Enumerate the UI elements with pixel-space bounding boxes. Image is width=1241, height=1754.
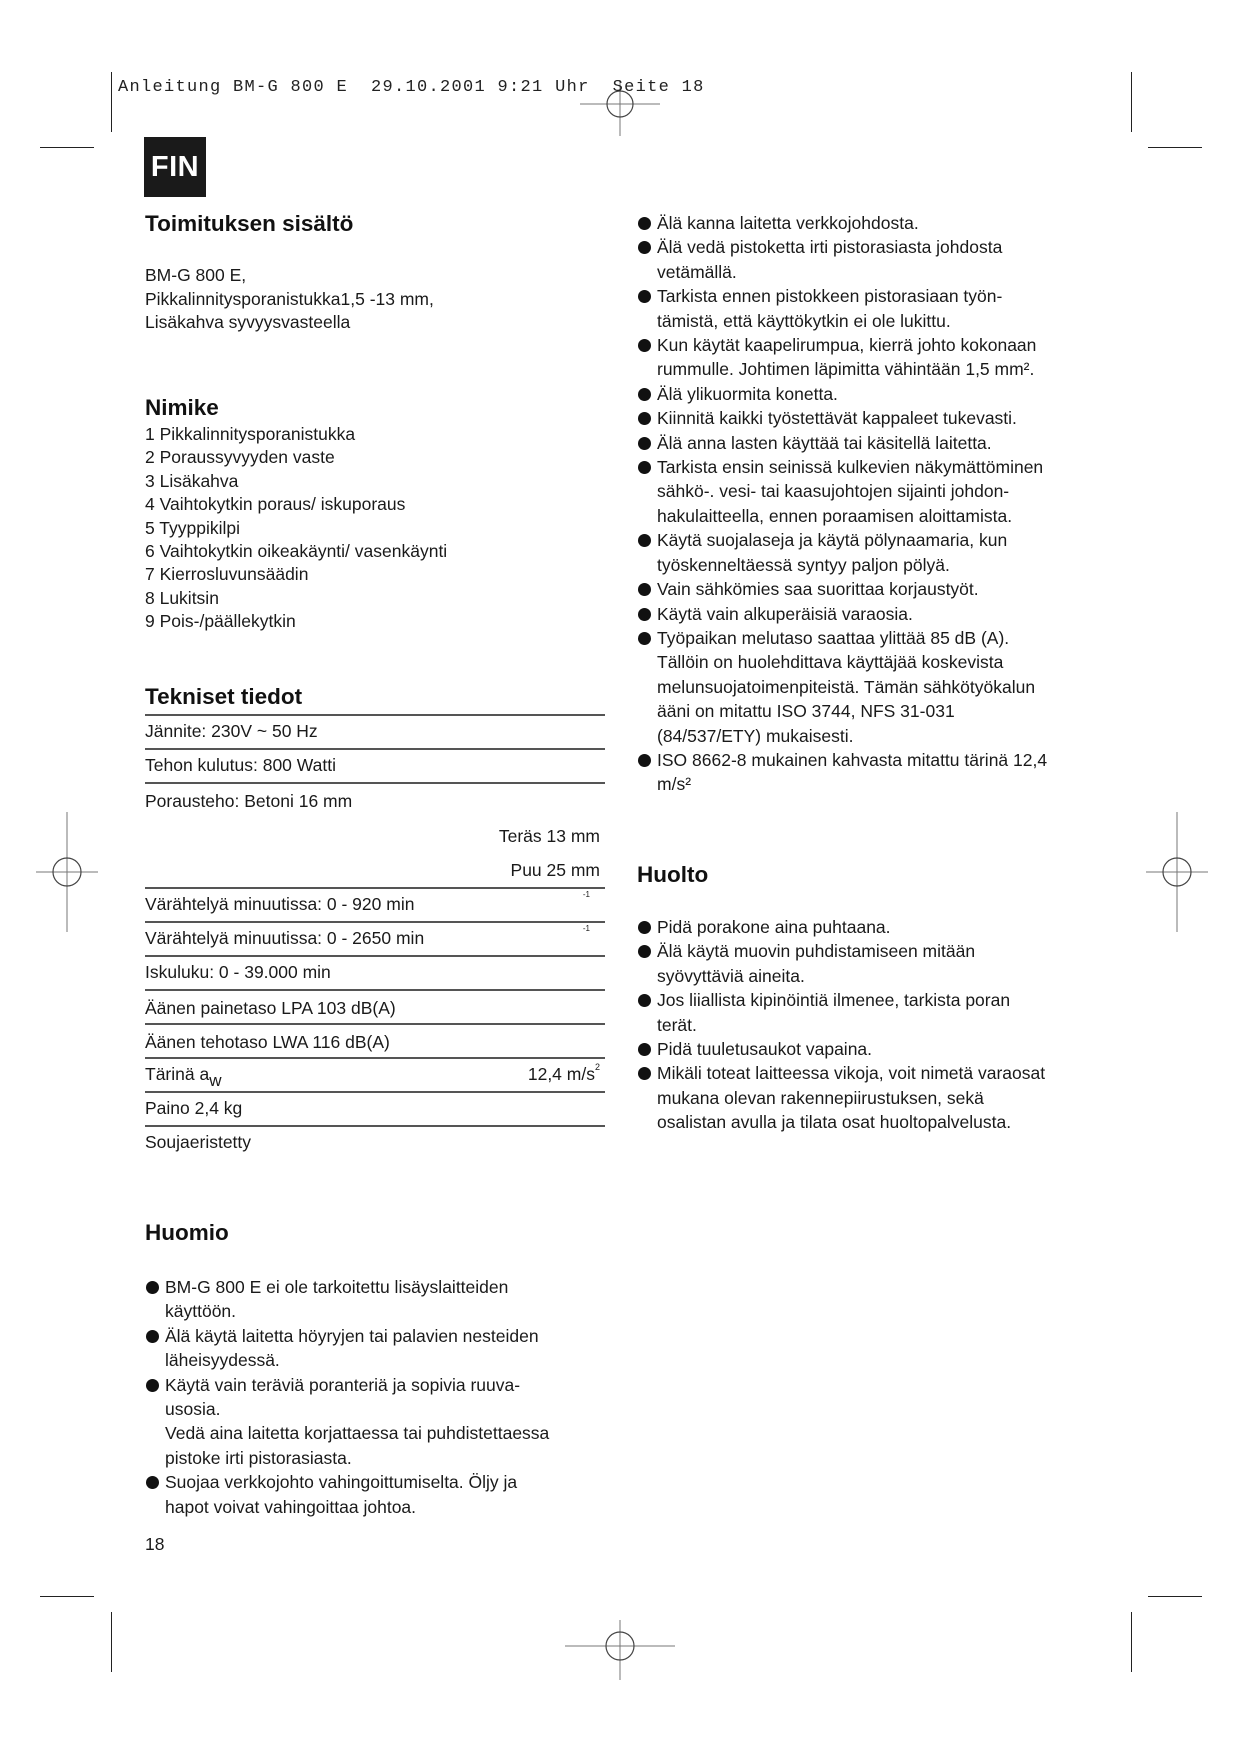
crop-mark — [1131, 72, 1132, 132]
list-item-line: sähkö-. vesi- tai kaasujohtojen sijainti johdon- — [657, 481, 1010, 502]
list-item-line: Suojaa verkkojohto vahingoittumiselta. Öljy ja — [165, 1472, 518, 1493]
registration-mark-bottom — [565, 1620, 675, 1680]
table-rule — [145, 955, 605, 957]
spec-insulation: Soujaeristetty — [145, 1132, 252, 1152]
list-item — [637, 915, 1137, 939]
contents-line: Pikkalinnitysporanistukka1,5 -13 mm, — [145, 288, 434, 309]
list-item-line: Pidä porakone aina puhtaana. — [657, 917, 891, 937]
list-item: 7 Kierrosluvunsäädin — [145, 564, 309, 585]
caution-list — [145, 1275, 615, 1519]
table-rule — [145, 1057, 605, 1059]
list-item — [637, 284, 1137, 333]
list-item-line: Jos liiallista kipinöintiä ilmenee, tarkista poran — [657, 990, 1011, 1011]
spec-vibration-2 — [145, 924, 600, 949]
list-item-line: Pidä tuuletusaukot vapaina. — [657, 1039, 873, 1060]
list-item-line: Älä anna lasten käyttää tai käsitellä laitetta. — [657, 432, 992, 453]
list-item — [145, 1275, 615, 1324]
spec-vibration-sub: w — [209, 1071, 222, 1090]
list-item — [637, 528, 1137, 577]
spec-vibration-sup: 2 — [594, 1062, 600, 1072]
contents-heading: Toimituksen sisältö — [145, 211, 354, 236]
spec-vibration-2-text: Värähtelyä minuutissa: 0 - 2650 min — [145, 928, 425, 948]
spec-lwa: Äänen tehotaso LWA 116 dB(A) — [145, 1032, 390, 1052]
list-item-line: käyttöön. — [165, 1301, 237, 1322]
specs-heading: Tekniset tiedot — [145, 684, 303, 709]
list-item-line: Työpaikan melutaso saattaa ylittää 85 dB (A). — [657, 627, 1010, 648]
list-item-line: hakulaitteella, ennen poraamisen aloittamista. — [657, 505, 1013, 526]
maintenance-list — [637, 915, 1137, 1135]
list-item — [145, 1324, 615, 1373]
caution-heading: Huomio — [145, 1220, 229, 1245]
list-item-line: Vain sähkömies saa suorittaa korjaustyöt. — [657, 579, 979, 600]
list-item-line: terät. — [657, 1014, 697, 1035]
table-rule — [145, 887, 605, 889]
list-item-line: läheisyydessä. — [165, 1350, 280, 1371]
list-item-line: vetämällä. — [657, 261, 737, 282]
list-item — [637, 431, 1137, 455]
list-item — [637, 211, 1137, 235]
spec-vibration-value: 12,4 m/s — [527, 1064, 595, 1084]
table-rule — [145, 1091, 605, 1093]
list-item-line: BM-G 800 E ei ole tarkoitettu lisäyslaitteiden — [165, 1277, 509, 1297]
spec-vibration-2-sup: -1 — [582, 924, 590, 933]
list-item: 5 Tyyppikilpi — [145, 517, 241, 538]
list-item: 8 Lukitsin — [145, 587, 219, 608]
list-item-line: Älä käytä muovin puhdistamiseen mitään — [657, 941, 976, 962]
list-item — [145, 1373, 615, 1471]
list-item-line: Tarkista ennen pistokkeen pistorasiaan työn- — [657, 286, 1003, 307]
spec-steel: Teräs 13 mm — [498, 826, 600, 846]
spec-impact: Iskuluku: 0 - 39.000 min — [145, 962, 331, 982]
spec-vibration-label: Tärinä a — [145, 1064, 210, 1084]
list-item: 6 Vaihtokytkin oikeakäynti/ vasenkäynti — [145, 541, 448, 562]
list-item — [637, 1037, 1137, 1061]
list-item: 9 Pois-/päällekytkin — [145, 611, 296, 632]
crop-mark — [40, 1596, 94, 1597]
crop-mark — [1131, 1612, 1132, 1672]
list-item — [637, 626, 1137, 748]
list-item-line: m/s² — [657, 774, 692, 795]
spec-voltage: Jännite: 230V ~ 50 Hz — [145, 721, 318, 741]
list-item-line: usosia. — [165, 1399, 221, 1420]
table-rule — [145, 1125, 605, 1127]
list-item-line: Älä kanna laitetta verkkojohdosta. — [657, 213, 919, 233]
spec-drill-capacity: Porausteho: Betoni 16 mm — [145, 791, 353, 811]
list-item — [637, 577, 1137, 601]
language-badge: FIN — [144, 137, 206, 197]
contents-list — [145, 264, 434, 335]
spec-vibration-1-text: Värähtelyä minuutissa: 0 - 920 min — [145, 894, 415, 914]
table-rule — [145, 989, 605, 991]
print-header: Anleitung BM-G 800 E 29.10.2001 9:21 Uhr Seite 18 — [118, 78, 705, 97]
crop-mark — [1148, 147, 1202, 148]
table-rule — [145, 748, 605, 750]
parts-list — [145, 423, 447, 634]
list-item: 1 Pikkalinnitysporanistukka — [145, 424, 356, 444]
list-item-line: ääni on mitattu ISO 3744, NFS 31-031 — [657, 701, 955, 722]
list-item-line: Älä käytä laitetta höyryjen tai palavien nesteiden — [165, 1325, 539, 1346]
list-item — [637, 235, 1137, 284]
list-item-line: mukana olevan rakennepiirustuksen, sekä — [657, 1087, 984, 1108]
list-item-line: Älä vedä pistoketta irti pistorasiasta johdosta — [657, 237, 1003, 258]
list-item-line: Mikäli toteat laitteessa vikoja, voit nimetä varaosat — [657, 1063, 1046, 1084]
list-item — [637, 988, 1137, 1037]
list-item — [637, 333, 1137, 382]
list-item-line: Käytä suojalaseja ja käytä pölynaamaria, kun — [657, 530, 1008, 551]
list-item-line: rummulle. Johtimen läpimitta vähintään 1,5 mm². — [657, 359, 1035, 380]
list-item — [637, 748, 1137, 797]
table-rule — [145, 921, 605, 923]
list-item-line: (84/537/ETY) mukaisesti. — [657, 725, 854, 746]
spec-wood: Puu 25 mm — [510, 860, 600, 880]
registration-mark-left — [36, 812, 98, 932]
spec-vibration-1-sup: -1 — [582, 890, 590, 899]
list-item-line: Älä ylikuormita konetta. — [657, 383, 838, 404]
spec-vibration-1 — [145, 890, 600, 915]
contents-line: Lisäkahva syvyysvasteella — [145, 312, 351, 332]
list-item — [637, 1061, 1137, 1134]
spec-power: Tehon kulutus: 800 Watti — [145, 755, 336, 775]
spec-vibration-value-wrap — [528, 1064, 600, 1085]
list-item-line: Käytä vain alkuperäisiä varaosia. — [657, 603, 913, 624]
spec-weight: Paino 2,4 kg — [145, 1098, 243, 1118]
crop-mark — [111, 1612, 112, 1672]
list-item-line: tämistä, että käyttökytkin ei ole lukittu. — [657, 310, 951, 331]
table-rule — [145, 1023, 605, 1025]
crop-mark — [1148, 1596, 1202, 1597]
list-item — [637, 939, 1137, 988]
list-item-line: syövyttäviä aineita. — [657, 965, 805, 986]
list-item-line: Tarkista ensin seinissä kulkevien näkymättöminen — [657, 457, 1044, 478]
maintenance-heading: Huolto — [637, 862, 709, 887]
list-item-line: pistoke irti pistorasiasta. — [165, 1447, 352, 1468]
list-item-line: Vedä aina laitetta korjattaessa tai puhdistettaessa — [165, 1423, 550, 1444]
parts-heading: Nimike — [145, 395, 219, 420]
list-item-line: osalistan avulla ja tilata osat huoltopalvelusta. — [657, 1112, 1012, 1133]
page-number: 18 — [145, 1534, 165, 1554]
list-item — [637, 602, 1137, 626]
registration-mark-right — [1146, 812, 1208, 932]
list-item-line: Kiinnitä kaikki työstettävät kappaleet tukevasti. — [657, 408, 1017, 429]
crop-mark — [111, 72, 112, 132]
list-item-line: työskenneltäessä syntyy paljon pölyä. — [657, 554, 950, 575]
list-item-line: hapot voivat vahingoittaa johtoa. — [165, 1496, 417, 1517]
list-item-line: Tällöin on huolehdittava käyttäjää koskevista — [657, 652, 1004, 673]
list-item-line: melunsuojatoimenpiteistä. Tämän sähkötyökalun — [657, 676, 1036, 697]
list-item: 3 Lisäkahva — [145, 470, 239, 491]
list-item: 4 Vaihtokytkin poraus/ iskuporaus — [145, 494, 406, 515]
list-item — [637, 455, 1137, 528]
list-item: 2 Poraussyvyyden vaste — [145, 447, 335, 468]
list-item-line: Kun käytät kaapelirumpua, kierrä johto kokonaan — [657, 335, 1037, 356]
list-item — [637, 382, 1137, 406]
spec-vibration-emission — [145, 1064, 600, 1091]
table-rule — [145, 714, 605, 716]
list-item — [637, 406, 1137, 430]
contents-line: BM-G 800 E, — [145, 265, 247, 285]
table-rule — [145, 782, 605, 784]
list-item-line: ISO 8662-8 mukainen kahvasta mitattu tärinä 12,4 — [657, 749, 1048, 770]
list-item-line: Käytä vain teräviä poranteriä ja sopivia ruuva- — [165, 1374, 521, 1395]
safety-list — [637, 211, 1137, 797]
crop-mark — [40, 147, 94, 148]
list-item — [145, 1470, 615, 1519]
spec-lpa: Äänen painetaso LPA 103 dB(A) — [145, 998, 396, 1018]
